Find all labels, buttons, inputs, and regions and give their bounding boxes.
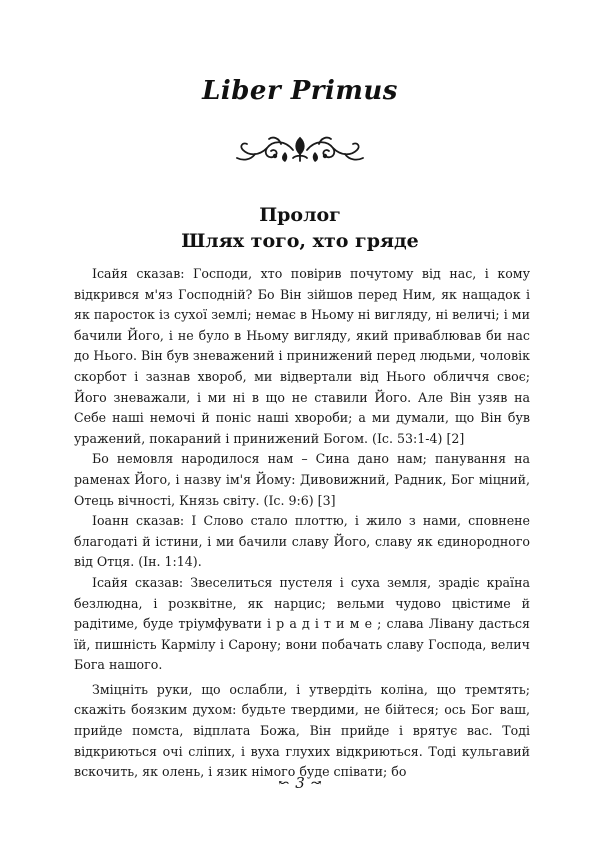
paragraph-isaiah-9: Бо немовля народилося нам – Сина дано нам; панування на раменах Його, і назву ім'я Йому: Дивовижний, Радник, Бог міцний, Отець вічності, Князь світу. (Іс. 9:6) [3]	[74, 451, 530, 508]
paragraph-isaiah-35-cont: Зміцніть руки, що ослабли, і утвердіть коліна, що тремтять; скажіть боязким духом: будьте твердими, не бійтеся; ось Бог ваш, прийде помста, відплата Божа, Він прийде і врятує вас. Тоді відкриються очі сліпих, і вуха глухих відкриються. Тоді кульгавий вскочить, як олень, і язик німого буде співати; бо	[74, 681, 530, 780]
book-title: Liber Primus	[202, 76, 398, 106]
paragraph-john-1: Іоанн сказав: І Слово стало плоттю, і жило з нами, сповнене благодаті й істини, і ми бачили славу Його, славу як єдинородного від Отця. (Ін. 1:14).	[74, 513, 530, 570]
page-footer	[0, 774, 600, 792]
body-text	[74, 264, 530, 783]
page-number: 3	[295, 774, 305, 792]
footer-swash-left-icon: ↜	[278, 776, 290, 791]
footer-swash-right-icon: ↝	[310, 776, 322, 791]
floral-ornament-icon	[233, 134, 367, 164]
paragraph-isaiah-35: Ісайя сказав: Звеселиться пустеля і суха земля, зрадіє країна безлюдна, і розквітне, як нарцис; вельми чудово цвістиме й радітиме, буде тріумфувати і р а д і т и м е ; слава Лівану дасться їй, пишність Кармілу і Сарону; вони побачать славу Господа, велич Бога нашого.	[74, 574, 530, 673]
paragraph-isaiah-53: Ісайя сказав: Господи, хто повірив почутому від нас, і кому відкрився м'яз Господній? Бо Він зійшов перед Ним, як нащадок і як паросток із сухої землі; немає в Ньому ні вигляду, ні величі; і ми бачили Його, і не було в Ньому вигляду, який приваблював би нас до Нього. Він був зневажений і принижений перед людьми, чоловік скорбот і зазнав хвороб, ми відвертали від Нього обличчя своє; Його зневажали, і ми ні в що не ставили Його. Але Він узяв на Себе наші немочі й поніс наші хвороби; а ми думали, що Він був уражений, покараний і принижений Богом. (Іс. 53:1-4) [2]	[74, 266, 530, 446]
chapter-subtitle: Шлях того, хто гряде	[181, 230, 419, 252]
prologue-heading: Пролог	[259, 204, 341, 226]
